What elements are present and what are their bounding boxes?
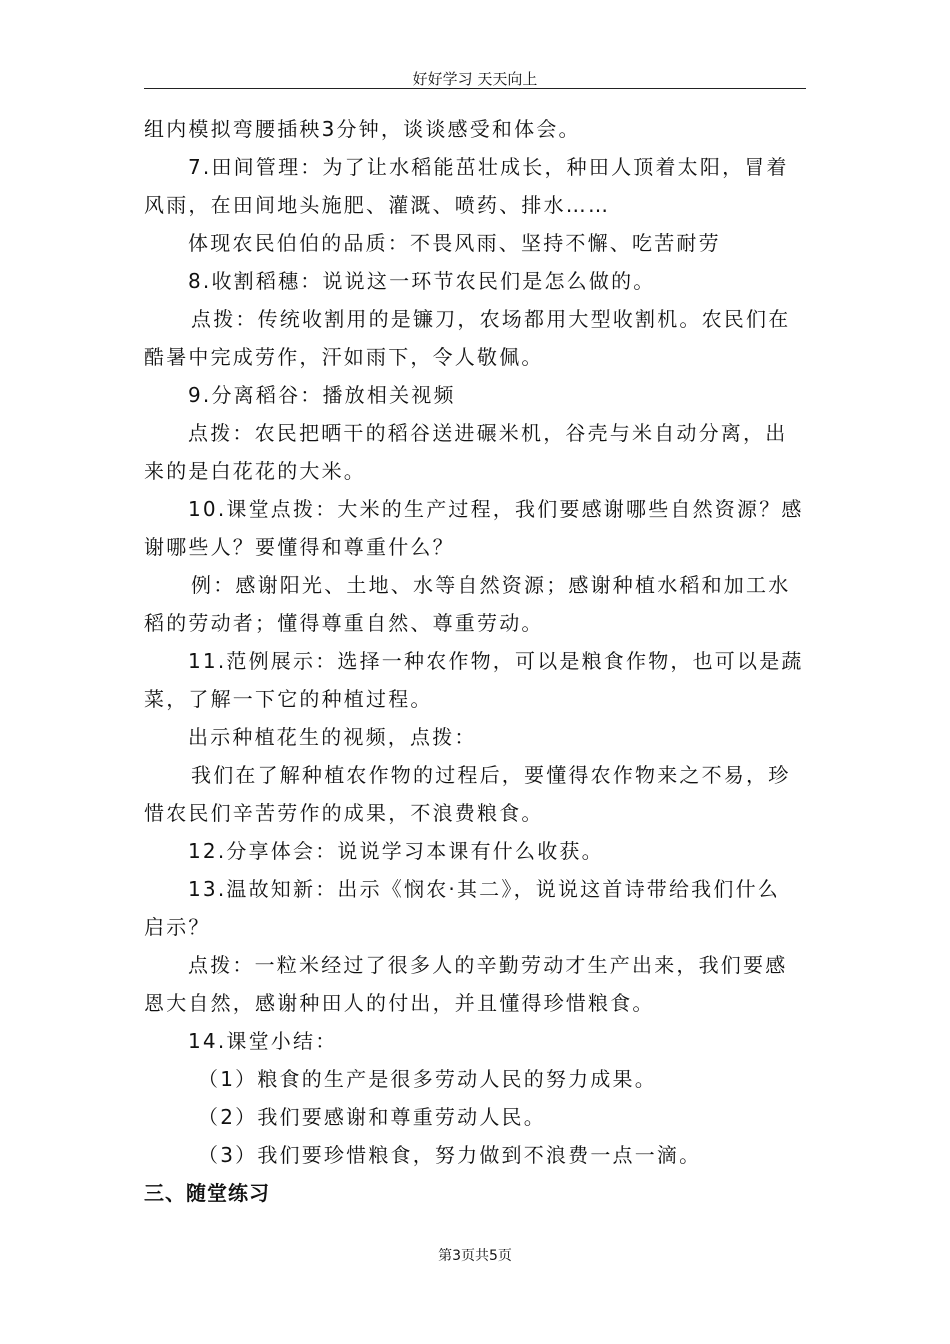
text-line: 组内模拟弯腰插秧3分钟，谈谈感受和体会。 (144, 117, 581, 141)
text-line: 11.范例展示：选择一种农作物，可以是粮食作物，也可以是蔬 (188, 649, 804, 673)
text-line: 8.收割稻穗：说说这一环节农民们是怎么做的。 (188, 269, 656, 293)
text-line: （3）我们要珍惜粮食，努力做到不浪费一点一滴。 (198, 1143, 702, 1167)
text-line: 出示种植花生的视频，点拨： (188, 725, 477, 749)
document-body (144, 110, 806, 1212)
text-line: 点拨：农民把晒干的稻谷送进碾米机，谷壳与米自动分离，出 (188, 421, 788, 445)
text-line: 9.分离稻谷：播放相关视频 (188, 383, 456, 407)
text-line: 点拨：传统收割用的是镰刀，农场都用大型收割机。农民们在 (191, 307, 791, 331)
text-line: 例：感谢阳光、土地、水等自然资源；感谢种植水稻和加工水 (191, 573, 791, 597)
text-line: 我们在了解种植农作物的过程后，要懂得农作物来之不易，珍 (191, 763, 791, 787)
text-line: 菜，了解一下它的种植过程。 (144, 687, 433, 711)
text-line: 酷暑中完成劳作，汗如雨下，令人敬佩。 (144, 345, 544, 369)
text-line: 10.课堂点拨：大米的生产过程，我们要感谢哪些自然资源？感 (188, 497, 804, 521)
text-line: 12.分享体会：说说学习本课有什么收获。 (188, 839, 604, 863)
text-line: 点拨：一粒米经过了很多人的辛勤劳动才生产出来，我们要感 (188, 953, 788, 977)
section-heading: 三、随堂练习 (144, 1181, 270, 1205)
text-line: （2）我们要感谢和尊重劳动人民。 (198, 1105, 546, 1129)
text-line: 启示？ (144, 915, 211, 939)
text-line: 谢哪些人？要懂得和尊重什么？ (144, 535, 455, 559)
header-divider (144, 88, 806, 89)
text-line: 稻的劳动者；懂得尊重自然、尊重劳动。 (144, 611, 544, 635)
text-line: （1）粮食的生产是很多劳动人民的努力成果。 (198, 1067, 657, 1091)
text-line: 来的是白花花的大米。 (144, 459, 366, 483)
text-line: 14.课堂小结： (188, 1029, 338, 1053)
text-line: 体现农民伯伯的品质：不畏风雨、坚持不懈、吃苦耐劳 (188, 231, 721, 255)
page-footer: 第3页共5页 (438, 1248, 512, 1264)
text-line: 惜农民们辛苦劳作的成果，不浪费粮食。 (144, 801, 544, 825)
text-line: 13.温故知新：出示《悯农·其二》，说说这首诗带给我们什么 (188, 877, 780, 901)
text-line: 风雨，在田间地头施肥、灌溉、喷药、排水…… (144, 193, 611, 217)
text-line: 恩大自然，感谢种田人的付出，并且懂得珍惜粮食。 (144, 991, 655, 1015)
text-line: 7.田间管理：为了让水稻能茁壮成长，种田人顶着太阳，冒着 (188, 155, 789, 179)
page-header: 好好学习 天天向上 (412, 70, 538, 88)
